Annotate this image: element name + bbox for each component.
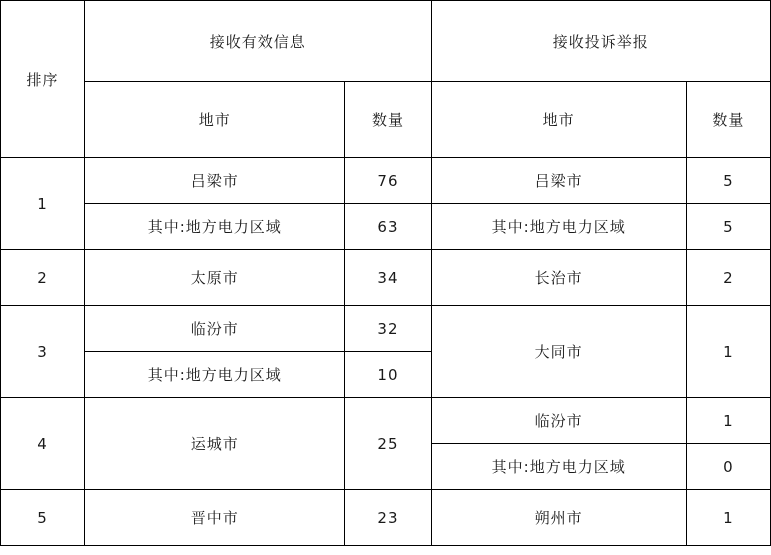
header-city-valid-info: 地市 [85, 82, 345, 158]
cell-city: 太原市 [85, 250, 345, 306]
cell-count: 25 [345, 398, 431, 490]
row-rank: 1 [1, 158, 85, 250]
table-row [1, 490, 771, 546]
table-header-row-sub [1, 82, 771, 158]
cell-count: 63 [345, 204, 431, 250]
cell-city: 临汾市 [85, 306, 345, 352]
row-rank: 4 [1, 398, 85, 490]
table-row [1, 204, 771, 250]
cell-count: 76 [345, 158, 431, 204]
header-count-valid-info: 数量 [345, 82, 431, 158]
cell-city: 晋中市 [85, 490, 345, 546]
header-count-complaints: 数量 [686, 82, 770, 158]
cell-city: 吕梁市 [85, 158, 345, 204]
row-rank: 5 [1, 490, 85, 546]
cell-city: 运城市 [85, 398, 345, 490]
header-rank: 排序 [1, 1, 85, 158]
table-row [1, 306, 771, 352]
cell-count: 5 [686, 204, 770, 250]
cell-count: 1 [686, 490, 770, 546]
cell-count: 34 [345, 250, 431, 306]
header-group-valid-info: 接收有效信息 [85, 1, 431, 82]
row-rank: 2 [1, 250, 85, 306]
cell-count: 2 [686, 250, 770, 306]
cell-count: 1 [686, 398, 770, 444]
table-row [1, 158, 771, 204]
cell-count: 10 [345, 352, 431, 398]
cell-count: 0 [686, 444, 770, 490]
cell-city: 朔州市 [431, 490, 686, 546]
table-header-row-top [1, 1, 771, 82]
cell-count: 1 [686, 306, 770, 398]
cell-city: 临汾市 [431, 398, 686, 444]
header-city-complaints: 地市 [431, 82, 686, 158]
table-row [1, 250, 771, 306]
cell-city-sub: 其中:地方电力区域 [85, 204, 345, 250]
cell-count: 23 [345, 490, 431, 546]
cell-city: 吕梁市 [431, 158, 686, 204]
row-rank: 3 [1, 306, 85, 398]
table-row [1, 398, 771, 444]
cell-city: 长治市 [431, 250, 686, 306]
cell-city-sub: 其中:地方电力区域 [431, 444, 686, 490]
cell-count: 5 [686, 158, 770, 204]
cell-city-sub: 其中:地方电力区域 [431, 204, 686, 250]
cell-city: 大同市 [431, 306, 686, 398]
cell-count: 32 [345, 306, 431, 352]
cell-city-sub: 其中:地方电力区域 [85, 352, 345, 398]
header-group-complaints: 接收投诉举报 [431, 1, 770, 82]
